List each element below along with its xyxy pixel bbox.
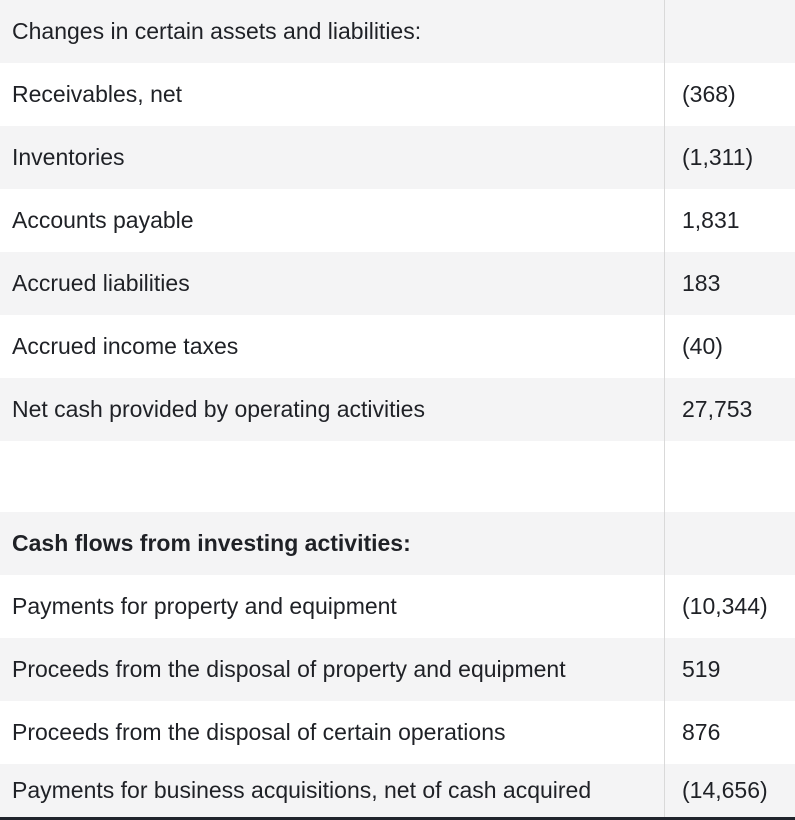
row-label: Accrued income taxes — [12, 333, 239, 359]
row-label: Accrued liabilities — [12, 270, 190, 296]
row-value: 876 — [664, 701, 795, 764]
table-row-subtotal — [0, 378, 795, 441]
row-value: (1,311) — [664, 126, 795, 189]
table-row-line-item — [0, 126, 795, 189]
row-value — [664, 441, 795, 512]
row-value: 27,753 — [664, 378, 795, 441]
table-row-line-item — [0, 252, 795, 315]
row-label — [0, 441, 664, 512]
row-label: Changes in certain assets and liabilities: — [12, 18, 422, 44]
table-row-line-item — [0, 764, 795, 817]
row-label: Proceeds from the disposal of property and equipment — [12, 656, 566, 682]
row-value — [664, 512, 795, 575]
table-row-line-item — [0, 315, 795, 378]
row-label: Cash flows from investing activities: — [12, 530, 411, 556]
row-value: (10,344) — [664, 575, 795, 638]
row-label: Payments for business acquisitions, net of cash acquired — [12, 777, 592, 803]
table-row-line-item — [0, 638, 795, 701]
row-value: 183 — [664, 252, 795, 315]
row-label: Accounts payable — [12, 207, 194, 233]
row-label: Receivables, net — [12, 81, 183, 107]
table-row-section-header — [0, 0, 795, 63]
row-value: 1,831 — [664, 189, 795, 252]
row-value: 519 — [664, 638, 795, 701]
row-value — [664, 0, 795, 63]
table-row-line-item — [0, 701, 795, 764]
table-row-line-item — [0, 189, 795, 252]
row-value: (368) — [664, 63, 795, 126]
row-label: Payments for property and equipment — [12, 593, 397, 619]
table-row-section-header — [0, 512, 795, 575]
row-label: Proceeds from the disposal of certain operations — [12, 719, 506, 745]
row-value: (14,656) — [664, 764, 795, 817]
row-label: Net cash provided by operating activities — [12, 396, 425, 422]
table-row-line-item — [0, 63, 795, 126]
table-row-spacer — [0, 441, 795, 512]
table-row-line-item — [0, 575, 795, 638]
row-label: Inventories — [12, 144, 125, 170]
row-value: (40) — [664, 315, 795, 378]
